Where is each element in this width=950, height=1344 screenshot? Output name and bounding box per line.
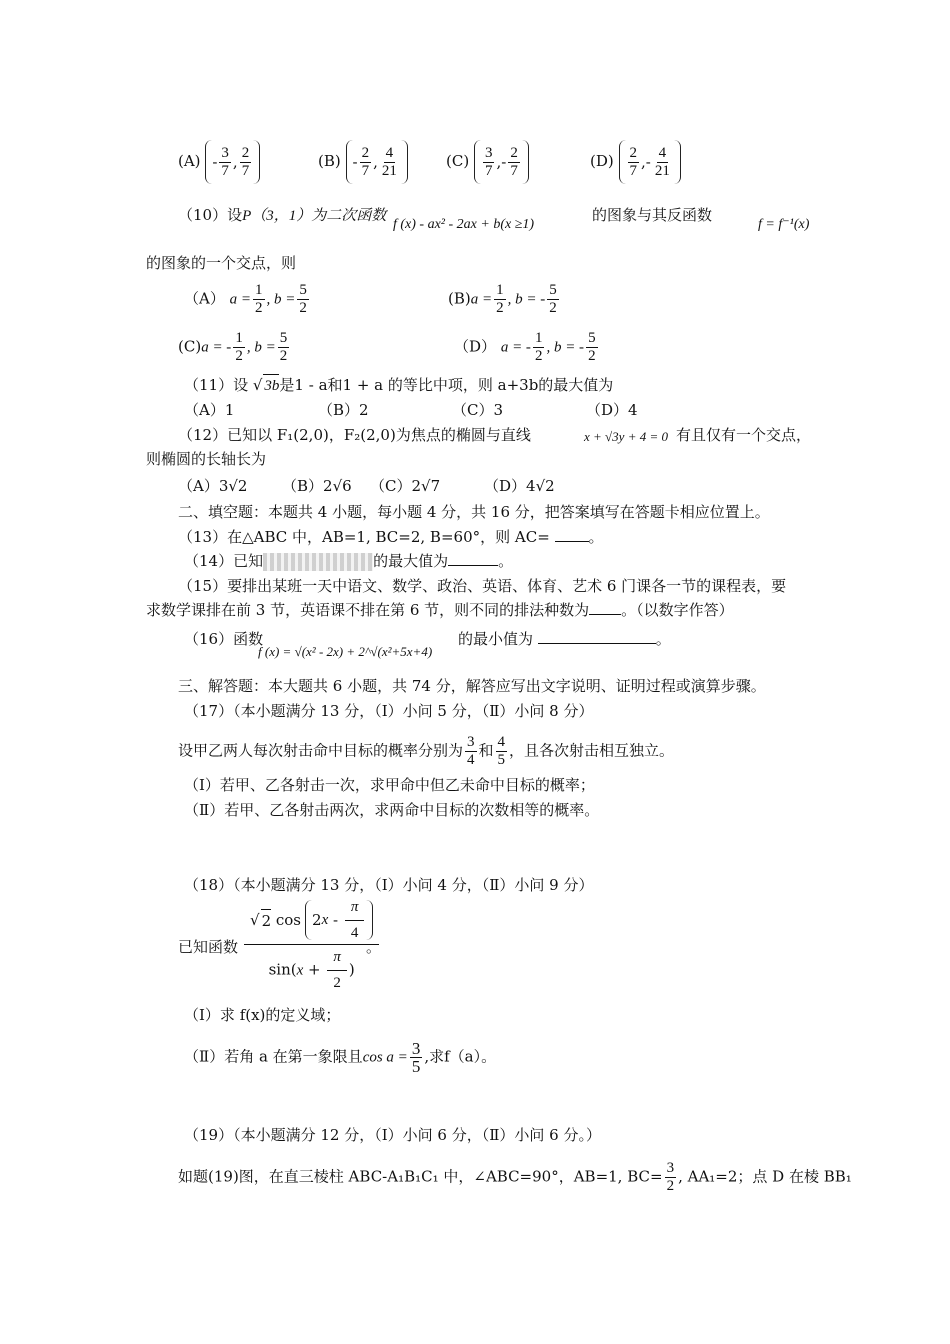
q13-stem: （13）在△ABC 中，AB=1, BC=2, B=60°，则 AC= 。: [178, 528, 604, 546]
q16-answer-blank: [538, 629, 656, 644]
q12-option-c: （C）2√7: [370, 477, 441, 495]
q15-line-1: （15）要排出某班一天中语文、数学、政治、英语、体育、艺术 6 门课各一节的课程表，要: [178, 577, 787, 595]
q9-option-b: (B) - $\frac{2}{7}$ , $\frac{4}{21}$: [318, 140, 408, 184]
q10-function: f (x) - ax² - 2ax + b(x ≥1): [393, 217, 535, 232]
q9-a-pair: - $\frac{3}{7}$ , $\frac{2}{7}$: [205, 140, 260, 184]
q12-option-b: （B）2√6: [282, 477, 352, 495]
q17-heading: （17）（本小题满分 13 分，（Ⅰ）小问 5 分，（Ⅱ）小问 8 分）: [184, 702, 594, 720]
q10-option-d: （D） a = - $\frac{1}{2}$ , b = - $\frac{5}{2}$: [454, 330, 596, 364]
q12-option-a: （A）3√2: [178, 477, 248, 495]
q11-option-b: （B）2: [318, 401, 369, 419]
q17-stem: 设甲乙两人每次射击命中目标的概率分别为 $\frac{3}{4}$ 和 $\frac{4}{5}$ ，且各次射击相互独立。: [178, 734, 675, 768]
q18-lead: 已知函数: [178, 938, 239, 956]
q17-part-1: （Ⅰ）若甲、乙各射击一次，求甲命中但乙未命中目标的概率；: [184, 776, 595, 794]
q16-function: f (x) = √(x² - 2x) + 2^√(x²+5x+4): [258, 644, 433, 659]
q19-stem: 如题(19)图，在直三棱柱 ABC-A₁B₁C₁ 中，∠ABC=90°，AB=1, BC= $\frac{3}{2}$ , AA₁=2；点 D 在棱 BB₁: [178, 1160, 852, 1194]
q10-stem: （10）设P（3，1）为二次函数: [178, 206, 387, 224]
section-3-heading: 三、解答题：本大题共 6 小题，共 74 分，解答应写出文字说明、证明过程或演算步骤。: [178, 677, 766, 695]
q17-part-2: （Ⅱ）若甲、乙各射击两次，求两命中目标的次数相等的概率。: [184, 801, 600, 819]
q14-answer-blank: [448, 551, 498, 566]
q18-end: 。: [366, 938, 382, 956]
q16-stem-end: 的最小值为 。: [458, 630, 671, 648]
q18-part-1: （Ⅰ）求 f(x)的定义域；: [184, 1006, 341, 1024]
section-2-heading: 二、填空题：本题共 4 小题，每小题 4 分，共 16 分，把答案填写在答题卡相应位置上。: [178, 503, 770, 521]
q9-option-a: (A) - $\frac{3}{7}$ , $\frac{2}{7}$: [178, 140, 260, 184]
q12-stem-cont: 则椭圆的长轴长为: [146, 450, 267, 468]
q18-fraction: √ 2 cos 2 x - $\frac{\pi}{4}$ sin(x + $\frac{\pi}{2}$ ): [244, 900, 379, 992]
q15-answer-blank: [589, 600, 621, 615]
q11-option-d: （D）4: [586, 401, 638, 419]
q10-inverse: f = f⁻¹(x): [758, 217, 810, 232]
q14-constraint-image: [263, 553, 373, 571]
q11-stem: （11）设 √ 3b是1 - a和1 + a 的等比中项，则 a+3b的最大值为: [184, 374, 613, 397]
q9-option-c: (C) $\frac{3}{7}$ ,- $\frac{2}{7}$: [446, 140, 529, 184]
q15-line-2: 求数学课排在前 3 节，英语课不排在第 6 节，则不同的排法种数为 。（以数字作答）: [146, 601, 734, 619]
q19-heading: （19）（本小题满分 12 分，（Ⅰ）小问 6 分，（Ⅱ）小问 6 分。）: [184, 1126, 601, 1144]
q9-option-d: (D) $\frac{2}{7}$ ,- $\frac{4}{21}$: [590, 140, 681, 184]
q12-line-eq: x + √3y + 4 = 0: [584, 429, 668, 444]
q12-option-d: （D）4√2: [484, 477, 555, 495]
q10-stem-mid: 的图象与其反函数: [592, 206, 713, 224]
q18-heading: （18）（本小题满分 13 分，（Ⅰ）小问 4 分，（Ⅱ）小问 9 分）: [184, 876, 594, 894]
q11-option-c: （C）3: [452, 401, 504, 419]
q11-option-a: （A）1: [184, 401, 235, 419]
q13-answer-blank: [555, 527, 589, 542]
q16-stem: （16）函数: [184, 630, 264, 648]
q18-part-2: （Ⅱ）若角 a 在第一象限且cos a = $\frac{3}{5}$ ,求f（a）。: [184, 1039, 497, 1076]
q10-stem-cont: 的图象的一个交点，则: [146, 254, 297, 272]
q10-option-a: （A） a = $\frac{1}{2}$ , b = $\frac{5}{2}$: [184, 282, 307, 316]
q10-option-b: (B)a = $\frac{1}{2}$ , b = - $\frac{5}{2}$: [448, 282, 557, 316]
q12-stem-end: 有且仅有一个交点，: [676, 426, 812, 444]
q12-stem: （12）已知以 F₁(2,0)，F₂(2,0)为焦点的椭圆与直线: [178, 426, 531, 444]
q10-option-c: (C)a = - $\frac{1}{2}$ , b = $\frac{5}{2}$: [178, 330, 288, 364]
q14-stem: （14）已知 的最大值为 。: [184, 552, 514, 570]
